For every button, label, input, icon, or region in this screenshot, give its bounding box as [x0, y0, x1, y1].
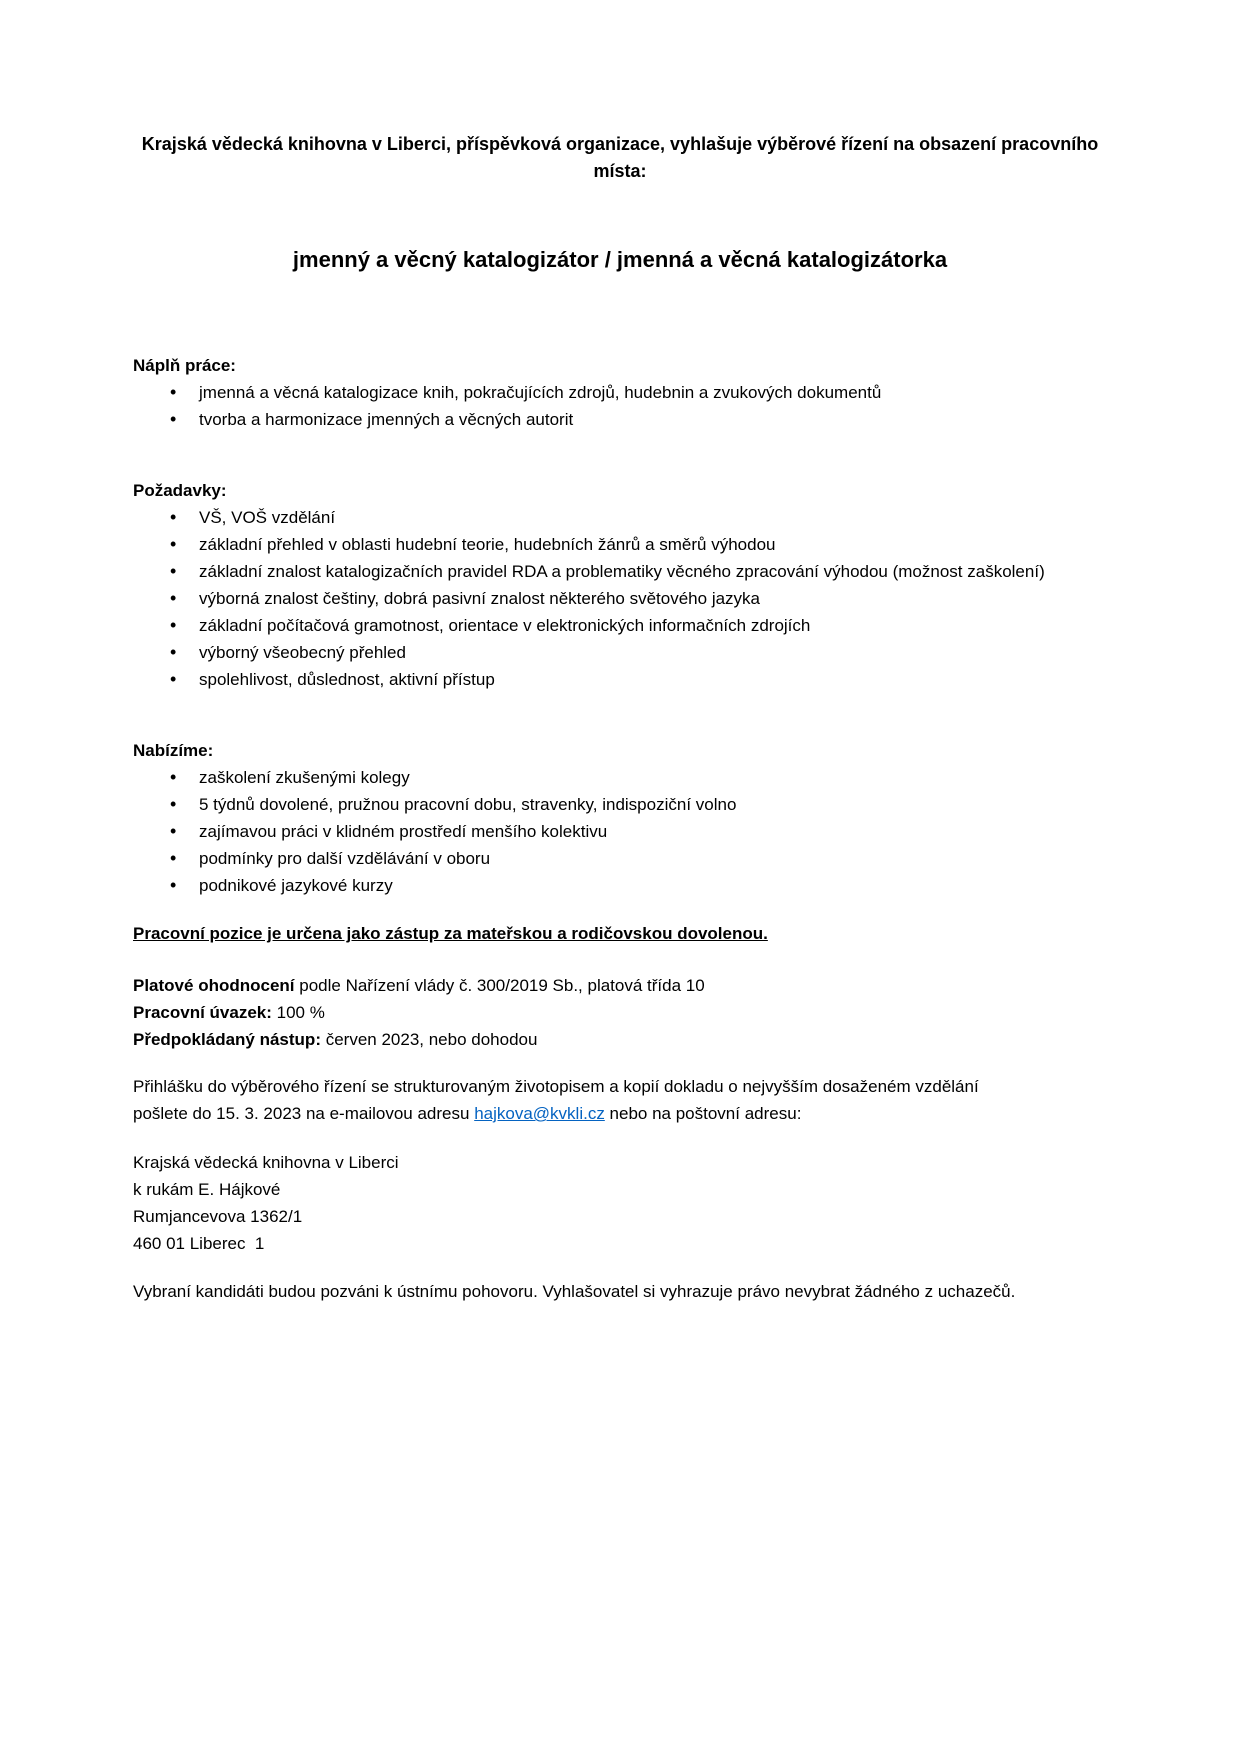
- term-value: 100 %: [271, 1003, 325, 1022]
- address-line: k rukám E. Hájkové: [133, 1180, 281, 1199]
- term-value: červen 2023, nebo dohodou: [320, 1030, 538, 1049]
- list-item: • podnikové jazykové kurzy: [133, 872, 1107, 899]
- term-line: [133, 972, 1107, 999]
- term-value: podle Nařízení vlády č. 300/2019 Sb., platová třída 10: [294, 976, 705, 995]
- list-item: • jmenná a věcná katalogizace knih, pokračujících zdrojů, hudebnin a zvukových dokumentů: [133, 379, 1107, 406]
- terms-block: [133, 972, 1107, 1053]
- term-label: Platové ohodnocení: [133, 976, 295, 995]
- closing-note: Vybraní kandidáti budou pozváni k ústnímu pohovoru. Vyhlašovatel si vyhrazuje právo nevybrat žádného z uchazečů.: [133, 1282, 1016, 1301]
- section: [133, 737, 1107, 899]
- list-item: • základní přehled v oblasti hudební teorie, hudebních žánrů a směrů výhodou: [133, 531, 1107, 558]
- job-title: jmenný a věcný katalogizátor / jmenná a věcná katalogizátorka: [292, 247, 948, 272]
- sections: [133, 352, 1107, 899]
- list-item: • podmínky pro další vzdělávání v oboru: [133, 845, 1107, 872]
- section: [133, 477, 1107, 693]
- list-item: • základní znalost katalogizačních pravidel RDA a problematiky věcného zpracování výhodou (možnost zaškolení): [133, 558, 1107, 585]
- email-link[interactable]: hajkova@kvkli.cz: [474, 1104, 605, 1123]
- section-heading: Nabízíme:: [133, 741, 214, 760]
- list-item: • zajímavou práci v klidném prostředí menšího kolektivu: [133, 818, 1107, 845]
- address-line: 460 01 Liberec 1: [133, 1234, 265, 1253]
- list-item: • spolehlivost, důslednost, aktivní přístup: [133, 666, 1107, 693]
- list-item: • výborný všeobecný přehled: [133, 639, 1107, 666]
- postal-address: [133, 1149, 1107, 1257]
- list-item: • základní počítačová gramotnost, orientace v elektronických informačních zdrojích: [133, 612, 1107, 639]
- section: [133, 352, 1107, 433]
- application-instructions: [133, 1073, 1038, 1127]
- address-line: Krajská vědecká knihovna v Liberci: [133, 1153, 399, 1172]
- address-line: Rumjancevova 1362/1: [133, 1207, 303, 1226]
- list-item: • VŠ, VOŠ vzdělání: [133, 504, 1107, 531]
- bullet-list: [133, 764, 1107, 899]
- list-item: • tvorba a harmonizace jmenných a věcných autorit: [133, 406, 1107, 433]
- application-text-before: Přihlášku do výběrového řízení se strukturovaným životopisem a kopií dokladu o nejvyšším dosaženém vzdělání pošlete do 15. 3. 2023 na e-mailovou adresu: [133, 1077, 979, 1123]
- term-label: Předpokládaný nástup:: [133, 1030, 321, 1049]
- position-notice: Pracovní pozice je určena jako zástup za mateřskou a rodičovskou dovolenou.: [133, 924, 768, 943]
- document-header: Krajská vědecká knihovna v Liberci, příspěvková organizace, vyhlašuje výběrové řízení na obsazení pracovního místa:: [141, 134, 1099, 181]
- section-heading: Požadavky:: [133, 481, 227, 500]
- application-text-after: nebo na poštovní adresu:: [604, 1104, 802, 1123]
- bullet-list: [133, 504, 1107, 693]
- term-label: Pracovní úvazek:: [133, 1003, 272, 1022]
- section-heading: Náplň práce:: [133, 356, 236, 375]
- list-item: • výborná znalost češtiny, dobrá pasivní znalost některého světového jazyka: [133, 585, 1107, 612]
- term-line: [133, 999, 1107, 1026]
- list-item: • 5 týdnů dovolené, pružnou pracovní dobu, stravenky, indispoziční volno: [133, 791, 1107, 818]
- bullet-list: [133, 379, 1107, 433]
- term-line: [133, 1026, 1107, 1053]
- list-item: • zaškolení zkušenými kolegy: [133, 764, 1107, 791]
